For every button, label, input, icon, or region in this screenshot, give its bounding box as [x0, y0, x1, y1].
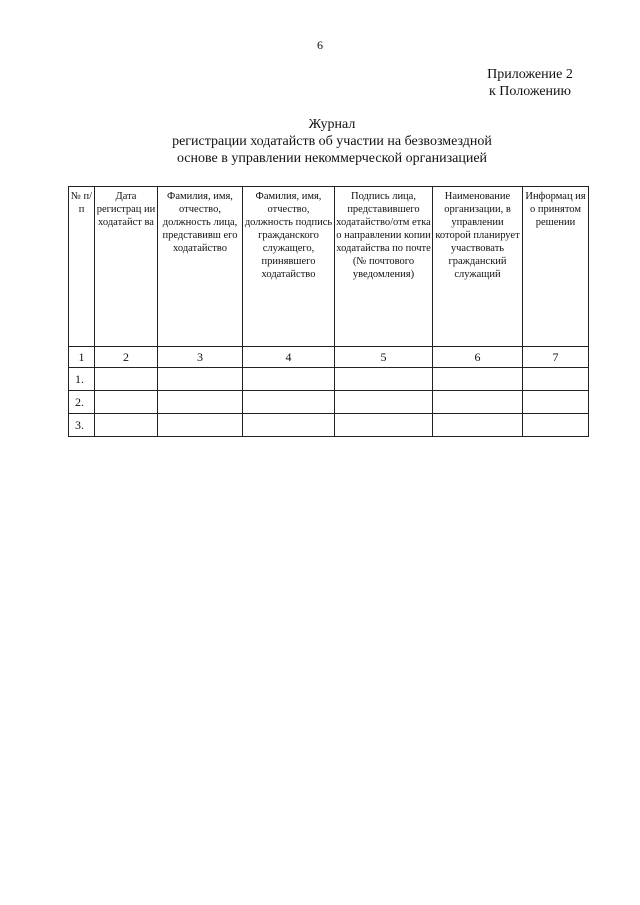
- row-index: 1.: [69, 368, 95, 391]
- table-cell: [335, 368, 433, 391]
- table-cell: [243, 414, 335, 437]
- header-organization-name: Наименование организации, в управлении которой планирует участвовать гражданский служащий: [433, 187, 523, 347]
- table-cell: [523, 368, 589, 391]
- appendix-label: [470, 66, 590, 100]
- table-cell: [433, 414, 523, 437]
- registration-table: [68, 186, 589, 437]
- page-number: 6: [317, 38, 323, 52]
- table-row: [69, 391, 589, 414]
- table-row: [69, 414, 589, 437]
- table-cell: [158, 414, 243, 437]
- header-registration-date: Дата регистрац ии ходатайст ва: [95, 187, 158, 347]
- table-cell: [523, 391, 589, 414]
- journal-title: [100, 116, 564, 167]
- table-cell: [158, 368, 243, 391]
- row-index: 2.: [69, 391, 95, 414]
- table-cell: [433, 368, 523, 391]
- table-cell: [95, 414, 158, 437]
- header-receiver-name: Фамилия, имя, отчество, должность подпись гражданского служащего, принявшего ходатайство: [243, 187, 335, 347]
- header-decision-info: Информац ия о принятом решении: [523, 187, 589, 347]
- row-index: 3.: [69, 414, 95, 437]
- table-cell: [158, 391, 243, 414]
- table-cell: [335, 391, 433, 414]
- header-applicant-signature: Подпись лица, представившего ходатайство/отм етка о направлении копии ходатайства по почте (№ почтового уведомления): [335, 187, 433, 347]
- journal-title-line-2: регистрации ходатайств об участии на безвозмездной: [172, 134, 492, 149]
- column-number: 4: [243, 347, 335, 368]
- table-cell: [523, 414, 589, 437]
- column-number: 2: [95, 347, 158, 368]
- journal-title-line-1: Журнал: [308, 117, 356, 132]
- table-cell: [95, 368, 158, 391]
- appendix-line-2: к Положению: [488, 84, 571, 99]
- table-cell: [433, 391, 523, 414]
- table-cell: [335, 414, 433, 437]
- column-number: 3: [158, 347, 243, 368]
- appendix-line-1: Приложение 2: [487, 67, 573, 82]
- header-applicant-name: Фамилия, имя, отчество, должность лица, представивш его ходатайство: [158, 187, 243, 347]
- column-number: 7: [523, 347, 589, 368]
- column-number: 6: [433, 347, 523, 368]
- column-number-row: [69, 347, 589, 368]
- table-cell: [243, 368, 335, 391]
- table-header-row: [69, 187, 589, 347]
- column-number: 1: [69, 347, 95, 368]
- table-cell: [243, 391, 335, 414]
- table-row: [69, 368, 589, 391]
- column-number: 5: [335, 347, 433, 368]
- table-cell: [95, 391, 158, 414]
- journal-title-line-3: основе в управлении некоммерческой организацией: [176, 151, 488, 166]
- header-number: № п/п: [69, 187, 95, 347]
